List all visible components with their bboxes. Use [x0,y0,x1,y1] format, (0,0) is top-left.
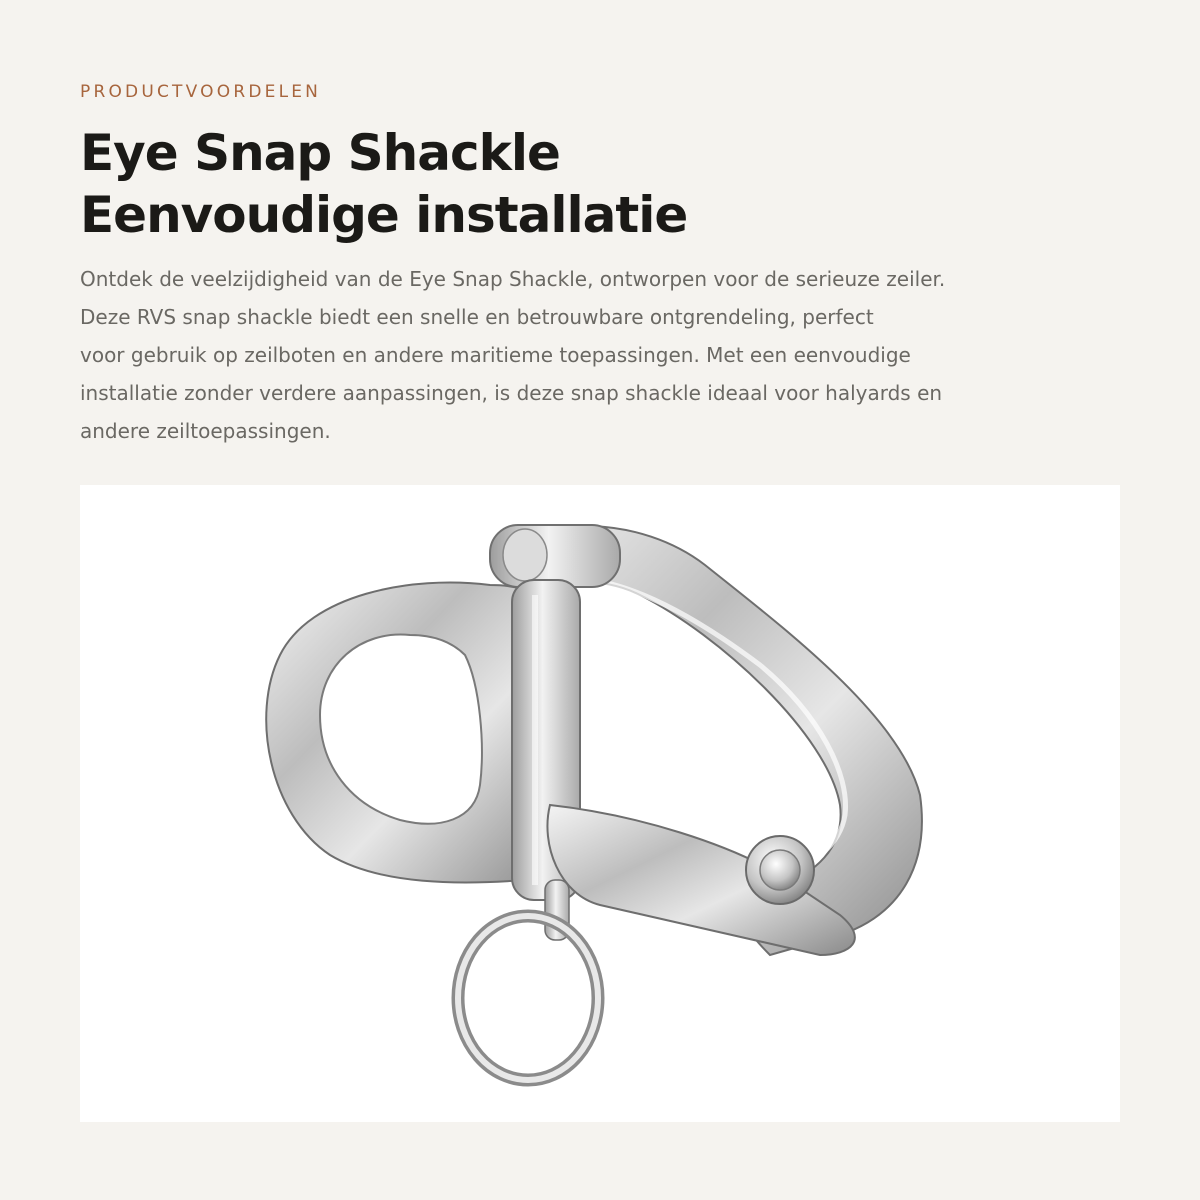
split-ring [458,916,598,1080]
product-description [80,260,1080,450]
description-line-4: installatie zonder verdere aanpassingen, is deze snap shackle ideaal voor halyards en [80,381,943,405]
description-line-2: Deze RVS snap shackle biedt een snelle en betrouwbare ontgrendeling, perfect [80,305,874,329]
title-line-2: Eenvoudige installatie [80,186,688,244]
section-eyebrow: PRODUCTVOORDELEN [80,82,322,102]
product-image [80,485,1120,1122]
title-line-1: Eye Snap Shackle [80,124,560,182]
description-line-5: andere zeiltoepassingen. [80,419,331,443]
page-title [80,122,687,246]
description-line-1: Ontdek de veelzijdigheid van de Eye Snap Shackle, ontworpen voor de serieuze zeiler. [80,267,946,291]
description-line-3: voor gebruik op zeilboten en andere maritieme toepassingen. Met een eenvoudige [80,343,911,367]
snap-shackle-illustration [80,485,1120,1122]
hinge-rivet [746,836,814,904]
swivel-cap [490,525,620,587]
product-benefits-section [80,0,1120,1200]
